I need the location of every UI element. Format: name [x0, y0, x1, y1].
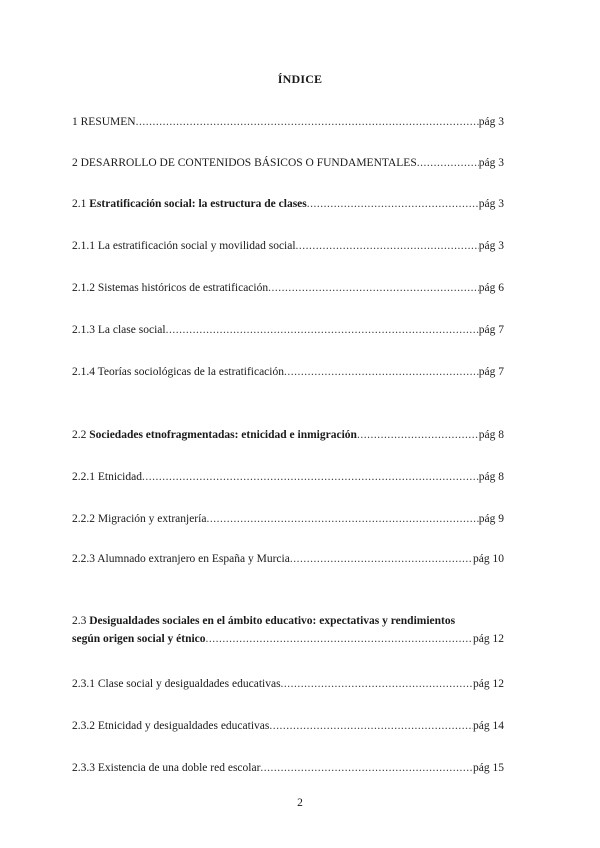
toc-label: Existencia de una doble red escolar: [97, 762, 261, 774]
toc-label: Sociedades etnofragmentadas: etnicidad e inmigración: [89, 429, 357, 441]
toc-entry-2-3-1[interactable]: [72, 677, 504, 691]
toc-number: 2.3.3: [72, 762, 95, 774]
leader-dots: [166, 323, 479, 337]
leader-dots: [206, 632, 473, 646]
toc-number: 2.2: [72, 429, 87, 441]
toc-number: 2.3: [72, 615, 87, 627]
toc-number: 2.1.4: [72, 366, 95, 378]
toc-label: Alumnado extranjero en España y Murcia: [97, 553, 290, 565]
toc-page: pág 3: [478, 116, 504, 128]
leader-dots: [260, 761, 473, 775]
toc-label: RESUMEN: [80, 116, 136, 128]
toc-label: La clase social: [97, 324, 166, 336]
toc-number: 1: [72, 116, 78, 128]
toc-page: pág 14: [473, 720, 504, 732]
toc-page: pág 6: [478, 282, 504, 294]
toc-number: 2.3.1: [72, 678, 95, 690]
toc-entry-2-1-2[interactable]: [72, 281, 504, 295]
toc-label: DESARROLLO DE CONTENIDOS BÁSICOS O FUNDAMENTALES: [80, 157, 417, 169]
toc-entry-2-1-1[interactable]: [72, 239, 504, 253]
toc-page: pág 10: [473, 553, 504, 565]
leader-dots: [307, 197, 479, 211]
toc-label: Estratificación social: la estructura de clases: [89, 198, 307, 210]
toc-entry-resumen[interactable]: [72, 115, 504, 129]
leader-dots: [268, 281, 479, 295]
toc-label: Desigualdades sociales en el ámbito educativo: expectativas y rendimientos: [89, 615, 456, 627]
page-number: 2: [297, 797, 303, 809]
toc-label: Etnicidad: [97, 471, 142, 483]
toc-label: Migración y extranjería: [97, 513, 207, 525]
toc-entry-2-1-4[interactable]: [72, 365, 504, 379]
toc-number: 2.3.2: [72, 720, 95, 732]
toc-page: pág 8: [478, 429, 504, 441]
toc-page: pág 12: [473, 633, 504, 645]
toc-number: 2.2.2: [72, 513, 95, 525]
toc-page: pág 9: [478, 513, 504, 525]
leader-dots: [281, 677, 473, 691]
toc-number: 2.1.2: [72, 282, 95, 294]
toc-page: pág 3: [478, 240, 504, 252]
toc-number: 2.1.3: [72, 324, 95, 336]
toc-page: pág 12: [473, 678, 504, 690]
toc-label: Clase social y desigualdades educativas: [97, 678, 281, 690]
leader-dots: [417, 156, 479, 170]
toc-page: pág 3: [478, 198, 504, 210]
leader-dots: [206, 512, 478, 526]
toc-page: pág 15: [473, 762, 504, 774]
index-title: ÍNDICE: [277, 72, 323, 86]
toc-number: 2.1: [72, 198, 87, 210]
leader-dots: [357, 428, 479, 442]
toc-entry-2-1-3[interactable]: [72, 323, 504, 337]
leader-dots: [142, 470, 479, 484]
toc-label: Teorías sociológicas de la estratificación: [97, 366, 284, 378]
leader-dots: [269, 719, 473, 733]
toc-page: pág 7: [478, 366, 504, 378]
leader-dots: [290, 552, 473, 566]
toc-entry-2-2[interactable]: [72, 428, 504, 442]
toc-number: 2.1.1: [72, 240, 95, 252]
toc-page: pág 8: [478, 471, 504, 483]
toc-number: 2: [72, 157, 78, 169]
toc-entry-2-2-1[interactable]: [72, 470, 504, 484]
toc-entry-2-3[interactable]: [72, 614, 504, 646]
toc-number: 2.2.1: [72, 471, 95, 483]
toc-entry-2-3-2[interactable]: [72, 719, 504, 733]
leader-dots: [296, 239, 479, 253]
toc-page: pág 3: [478, 157, 504, 169]
toc-entry-2-2-2[interactable]: [72, 512, 504, 526]
toc-label: La estratificación social y movilidad social: [97, 240, 296, 252]
toc-entry-desarrollo[interactable]: [72, 156, 504, 170]
toc-label: Etnicidad y desigualdades educativas: [97, 720, 270, 732]
toc-entry-2-1[interactable]: [72, 197, 504, 211]
toc-entry-2-3-3[interactable]: [72, 761, 504, 775]
toc-label: Sistemas históricos de estratificación: [97, 282, 269, 294]
toc-page: pág 7: [478, 324, 504, 336]
toc-label-continued: según origen social y étnico: [72, 633, 206, 645]
toc-number: 2.2.3: [72, 553, 95, 565]
leader-dots: [136, 115, 479, 129]
leader-dots: [284, 365, 479, 379]
toc-entry-2-2-3[interactable]: [72, 552, 504, 566]
